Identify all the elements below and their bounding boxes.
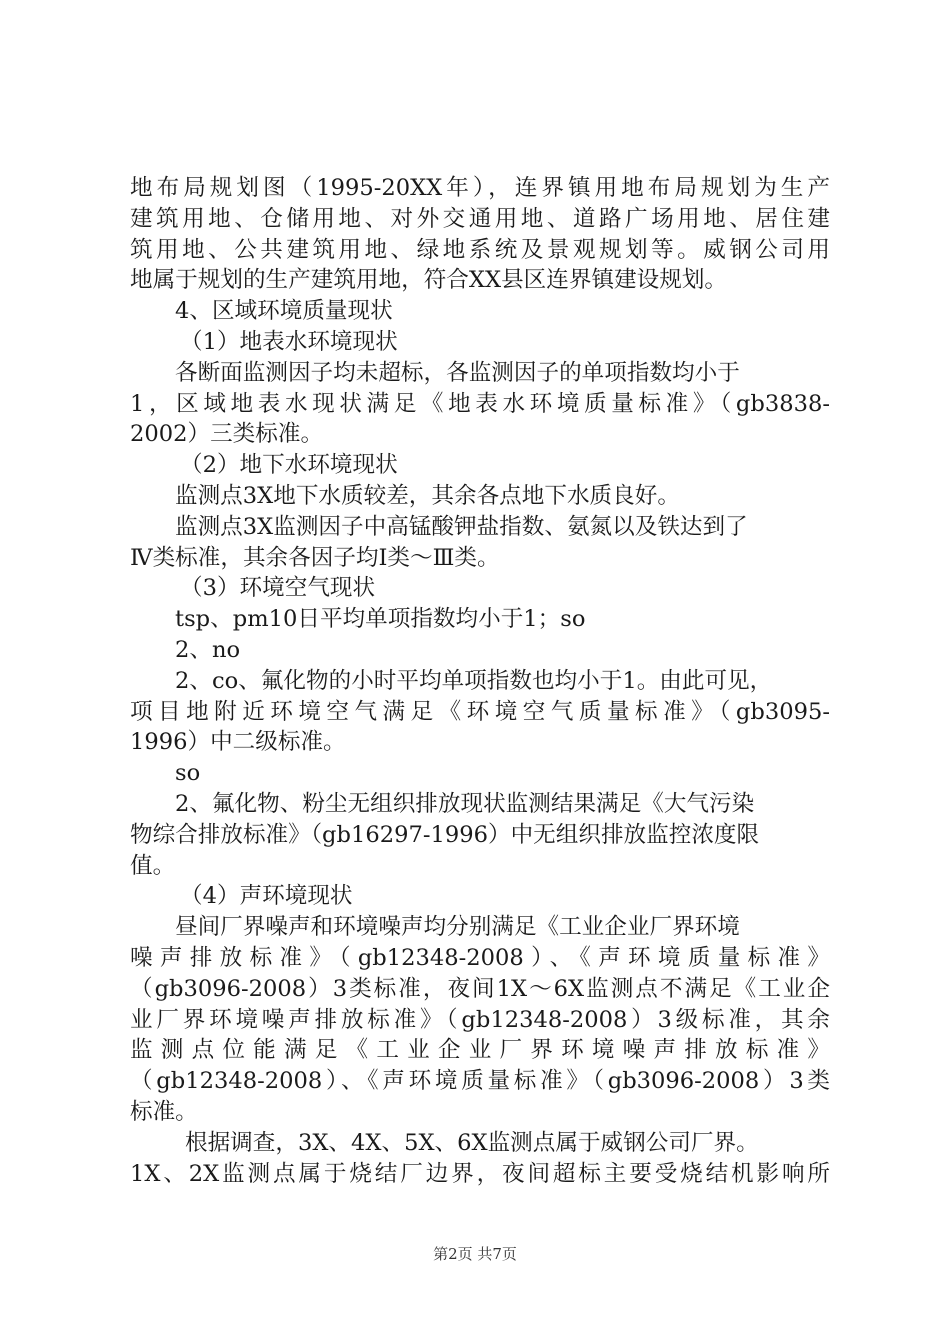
text-line: 地属于规划的生产建筑用地，符合XX县区连界镇建设规划。 bbox=[130, 267, 728, 294]
text-line: 值。 bbox=[130, 852, 176, 879]
text-line: 2002）三类标准。 bbox=[130, 421, 324, 448]
text-line: 监测点3X地下水质较差，其余各点地下水质良好。 bbox=[175, 482, 680, 509]
text-line: 项目地附近环境空气满足《环境空气质量标准》（gb3095- bbox=[130, 698, 830, 725]
text-line: （gb12348-2008）、《声环境质量标准》（gb3096-2008）3类 bbox=[130, 1068, 830, 1095]
text-line: 筑用地、公共建筑用地、绿地系统及景观规划等。威钢公司用 bbox=[130, 236, 830, 263]
section-heading: 4、区域环境质量现状 bbox=[175, 298, 393, 325]
text-line: 2、no bbox=[175, 636, 241, 663]
text-line: 1，区域地表水现状满足《地表水环境质量标准》（gb3838- bbox=[130, 390, 830, 417]
text-line: so bbox=[175, 760, 201, 787]
text-line: 监测点位能满足《工业企业厂界环境噪声排放标准》 bbox=[130, 1037, 830, 1064]
subsection-heading: （4）声环境现状 bbox=[180, 883, 353, 910]
text-line: Ⅳ类标准，其余各因子均Ⅰ类～Ⅲ类。 bbox=[130, 544, 500, 571]
text-line: 1X、2X监测点属于烧结厂边界，夜间超标主要受烧结机影响所 bbox=[130, 1160, 830, 1187]
text-line: 1996）中二级标准。 bbox=[130, 729, 346, 756]
text-line: （gb3096-2008）3类标准，夜间1X～6X监测点不满足《工业企 bbox=[130, 975, 830, 1002]
text-line: 根据调查，3X、4X、5X、6X监测点属于威钢公司厂界。 bbox=[185, 1129, 759, 1156]
subsection-heading: （1）地表水环境现状 bbox=[180, 328, 398, 355]
text-line: 建筑用地、仓储用地、对外交通用地、道路广场用地、居住建 bbox=[130, 205, 830, 232]
page-footer bbox=[0, 1243, 950, 1264]
text-line: 标准。 bbox=[130, 1098, 198, 1125]
text-line: 2、co、氟化物的小时平均单项指数也均小于1。由此可见， bbox=[175, 667, 773, 694]
body-text bbox=[130, 173, 830, 1189]
text-line: 地布局规划图（1995-20XX年），连界镇用地布局规划为生产 bbox=[130, 175, 830, 201]
subsection-heading: （3）环境空气现状 bbox=[180, 575, 376, 602]
text-line: 业厂界环境噪声排放标准》（gb12348-2008）3级标准，其余 bbox=[130, 1006, 830, 1033]
text-line: 噪声排放标准》（gb12348-2008）、《声环境质量标准》 bbox=[130, 944, 830, 971]
page-number: 第2页 共7页 bbox=[433, 1245, 517, 1263]
text-line: 2、氟化物、粉尘无组织排放现状监测结果满足《大气污染 bbox=[175, 790, 755, 817]
text-line: 昼间厂界噪声和环境噪声均分别满足《工业企业厂界环境 bbox=[175, 914, 740, 941]
text-line: 监测点3X监测因子中高锰酸钾盐指数、氨氮以及铁达到了 bbox=[175, 513, 748, 540]
text-line: tsp、pm10日平均单项指数均小于1；so bbox=[175, 606, 586, 633]
subsection-heading: （2）地下水环境现状 bbox=[180, 452, 398, 479]
text-line: 各断面监测因子均未超标，各监测因子的单项指数均小于 bbox=[175, 359, 740, 386]
text-line: 物综合排放标准》（gb16297-1996）中无组织排放监控浓度限 bbox=[130, 821, 760, 848]
